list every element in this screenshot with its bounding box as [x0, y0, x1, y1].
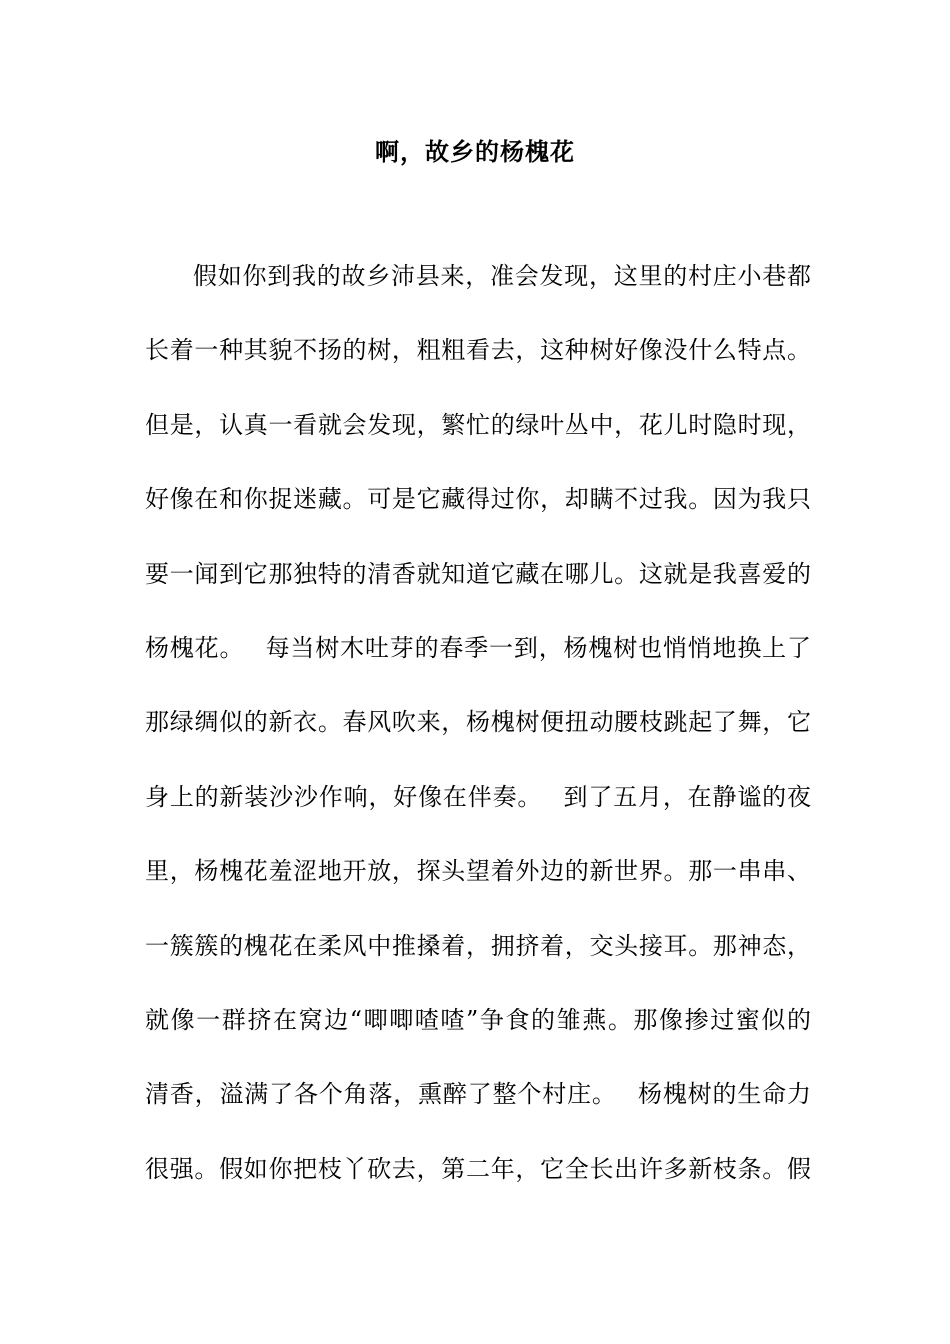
text-line: 长着一种其貌不扬的树，粗粗看去，这种树好像没什么特点。 — [145, 336, 811, 365]
document-title: 啊，故乡的杨槐花 — [375, 137, 575, 166]
text-line: 就像一群挤在窝边“唧唧喳喳”争食的雏燕。那像掺过蜜似的 — [145, 1005, 811, 1034]
text-line: 好像在和你捉迷藏。可是它藏得过你，却瞒不过我。因为我只 — [145, 485, 811, 514]
text-line: 一簇簇的槐花在柔风中推搡着，拥挤着，交头接耳。那神态， — [145, 931, 811, 960]
text-line: 杨槐花。 每当树木吐芽的春季一到，杨槐树也悄悄地换上了 — [145, 633, 811, 662]
text-line: 那绿绸似的新衣。春风吹来，杨槐树便扭动腰枝跳起了舞，它 — [145, 708, 811, 737]
text-line: 很强。假如你把枝丫砍去，第二年，它全长出许多新枝条。假 — [145, 1154, 811, 1183]
text-line: 但是，认真一看就会发现，繁忙的绿叶丛中，花儿时隐时现， — [145, 410, 811, 439]
document-body — [145, 256, 811, 1223]
text-line: 假如你到我的故乡沛县来，准会发现，这里的村庄小巷都 — [193, 262, 811, 290]
text-line: 要一闻到它那独特的清香就知道它藏在哪儿。这就是我喜爱的 — [145, 559, 811, 588]
text-line: 清香，溢满了各个角落，熏醉了整个村庄。 杨槐树的生命力 — [145, 1080, 811, 1109]
text-line: 身上的新装沙沙作响，好像在伴奏。 到了五月，在静谧的夜 — [145, 782, 811, 811]
text-line: 里，杨槐花羞涩地开放，探头望着外边的新世界。那一串串、 — [145, 857, 811, 886]
